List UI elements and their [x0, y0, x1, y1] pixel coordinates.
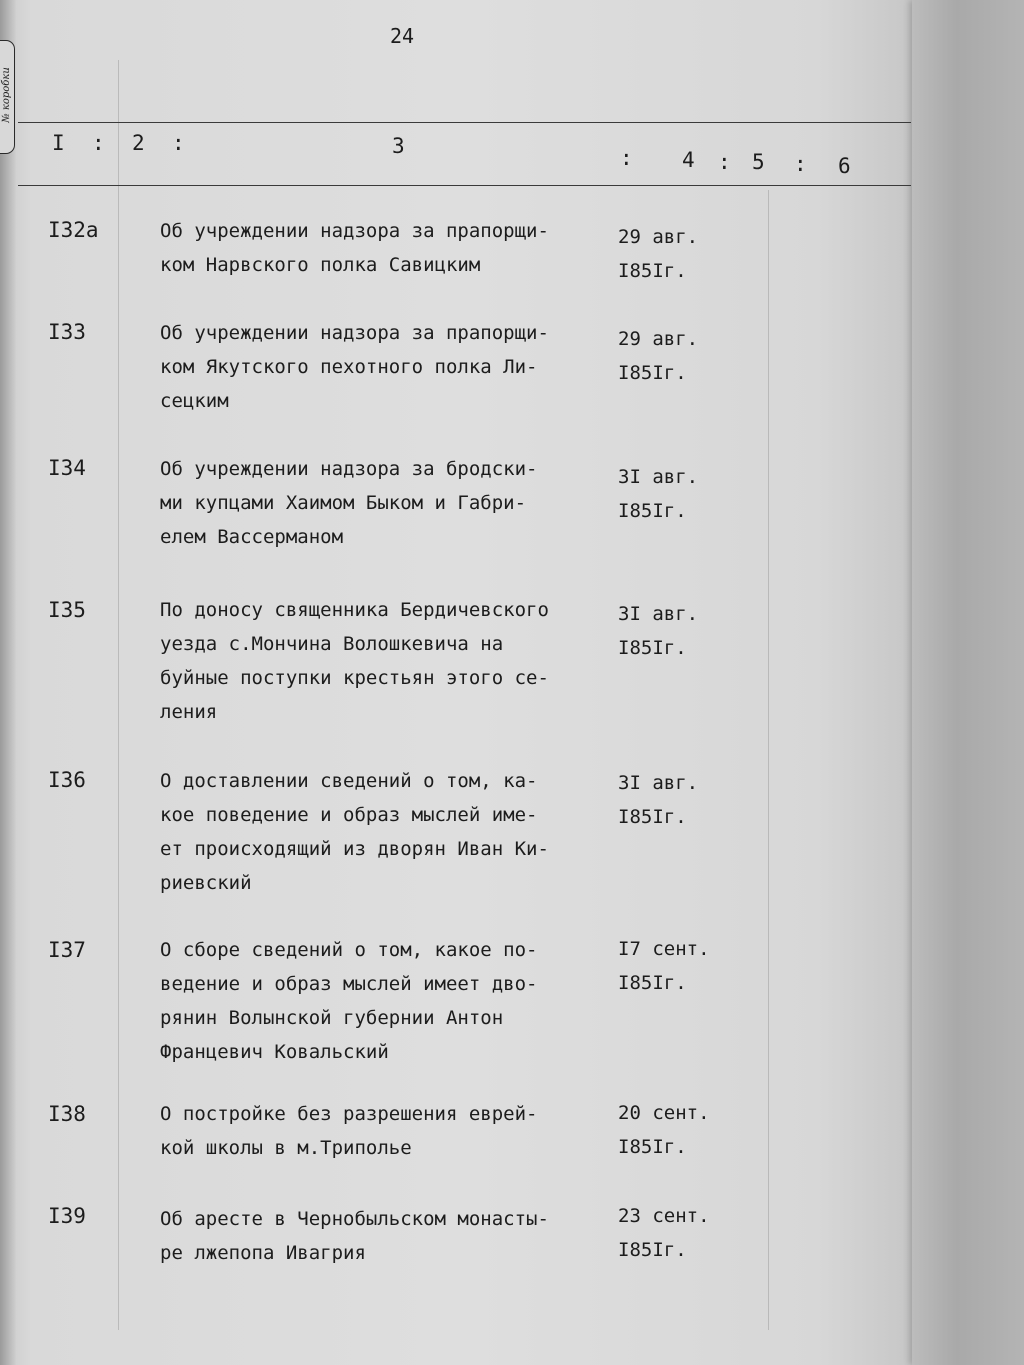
column-separator: : — [620, 146, 633, 170]
column-number-6: 6 — [838, 154, 851, 178]
entry-number: I32а — [48, 218, 99, 242]
entry-number: I39 — [48, 1204, 86, 1228]
entry-title-line: ком Нарвского полка Савицким — [160, 254, 481, 276]
entry-date-day: 3I авг. — [618, 603, 699, 625]
entry-title-line: сецким — [160, 390, 229, 412]
entry-title-line: ми купцами Хаимом Быком и Габри- — [160, 492, 527, 514]
entry-title-line: Об учреждении надзора за прапорщи- — [160, 322, 549, 344]
entry-title — [160, 452, 620, 554]
entry-title — [160, 316, 620, 418]
entry-title-line: Об учреждении надзора за прапорщи- — [160, 220, 549, 242]
entry-number: I36 — [48, 768, 86, 792]
column-separator: : — [172, 131, 185, 155]
entry-date-year: I85Iг. — [618, 1239, 687, 1261]
entry-title-line: ет происходящий из дворян Иван Ки- — [160, 838, 549, 860]
entry-number: I38 — [48, 1102, 86, 1126]
entry-title-line: О доставлении сведений о том, ка- — [160, 770, 538, 792]
entry-date — [618, 597, 698, 665]
entry-number: I33 — [48, 320, 86, 344]
entry-title — [160, 1097, 620, 1165]
entry-date-year: I85Iг. — [618, 260, 687, 282]
entry-title-line: кой школы в м.Триполье — [160, 1137, 412, 1159]
entry-title-line: ления — [160, 701, 218, 723]
entry-title-line: елем Вассерманом — [160, 526, 344, 548]
entry-date — [618, 1096, 710, 1164]
binding-spine — [0, 0, 16, 1365]
entry-date-year: I85Iг. — [618, 637, 687, 659]
header-rule-top — [18, 122, 911, 123]
entry-title — [160, 214, 620, 282]
entry-title-line: буйные поступки крестьян этого се- — [160, 667, 549, 689]
entry-date-year: I85Iг. — [618, 362, 687, 384]
header-rule-bottom — [18, 185, 911, 186]
column-number-4: 4 — [682, 148, 695, 172]
column-number-5: 5 — [752, 150, 765, 174]
next-sheet-edge — [912, 0, 1024, 1365]
column-separator: : — [718, 150, 731, 174]
entry-title-line: риевский — [160, 872, 252, 894]
entry-title — [160, 933, 620, 1069]
entry-date — [618, 220, 698, 288]
entry-date-year: I85Iг. — [618, 972, 687, 994]
entry-date-day: 23 сент. — [618, 1205, 710, 1227]
entry-title-line: По доносу священника Бердичевского — [160, 599, 549, 621]
entry-date — [618, 322, 698, 390]
column-number-2: 2 — [132, 131, 145, 155]
entry-date-year: I85Iг. — [618, 806, 687, 828]
column-number-1: I — [52, 131, 65, 155]
column-separator: : — [794, 152, 807, 176]
entry-title-line: уезда с.Мончина Волошкевича на — [160, 633, 504, 655]
column-number-3: 3 — [392, 134, 405, 158]
box-label: № коробки — [1, 67, 12, 123]
entry-title-line: Об учреждении надзора за бродски- — [160, 458, 538, 480]
entry-title-line: ведение и образ мыслей имеет дво- — [160, 973, 538, 995]
entry-title-line: Об аресте в Чернобыльском монасты- — [160, 1208, 549, 1230]
entry-title-line: ком Якутского пехотного полка Ли- — [160, 356, 538, 378]
entry-date — [618, 766, 698, 834]
entry-date-year: I85Iг. — [618, 500, 687, 522]
entry-date-day: 20 сент. — [618, 1102, 710, 1124]
entry-date-day: 29 авг. — [618, 328, 699, 350]
entry-title-line: рянин Волынской губернии Антон — [160, 1007, 504, 1029]
entry-title-line: Францевич Ковальский — [160, 1041, 389, 1063]
entry-date-day: I7 сент. — [618, 938, 710, 960]
entry-date-year: I85Iг. — [618, 1136, 687, 1158]
entry-date — [618, 932, 710, 1000]
entry-date-day: 3I авг. — [618, 772, 699, 794]
entry-number: I37 — [48, 938, 86, 962]
entry-title — [160, 593, 620, 729]
entry-number: I34 — [48, 456, 86, 480]
entry-title — [160, 764, 620, 900]
page-number: 24 — [390, 24, 415, 48]
entry-date — [618, 460, 698, 528]
bleed-column-line — [118, 60, 119, 1330]
entry-date-day: 3I авг. — [618, 466, 699, 488]
bleed-column-line — [768, 190, 769, 1330]
entry-number: I35 — [48, 598, 86, 622]
column-separator: : — [92, 131, 105, 155]
entry-title-line: О постройке без разрешения еврей- — [160, 1103, 538, 1125]
entry-date — [618, 1199, 710, 1267]
entry-title-line: О сборе сведений о том, какое по- — [160, 939, 538, 961]
entry-title-line: ре лжепопа Ивагрия — [160, 1242, 366, 1264]
entry-title-line: кое поведение и образ мыслей име- — [160, 804, 538, 826]
entry-date-day: 29 авг. — [618, 226, 699, 248]
entry-title — [160, 1202, 620, 1270]
